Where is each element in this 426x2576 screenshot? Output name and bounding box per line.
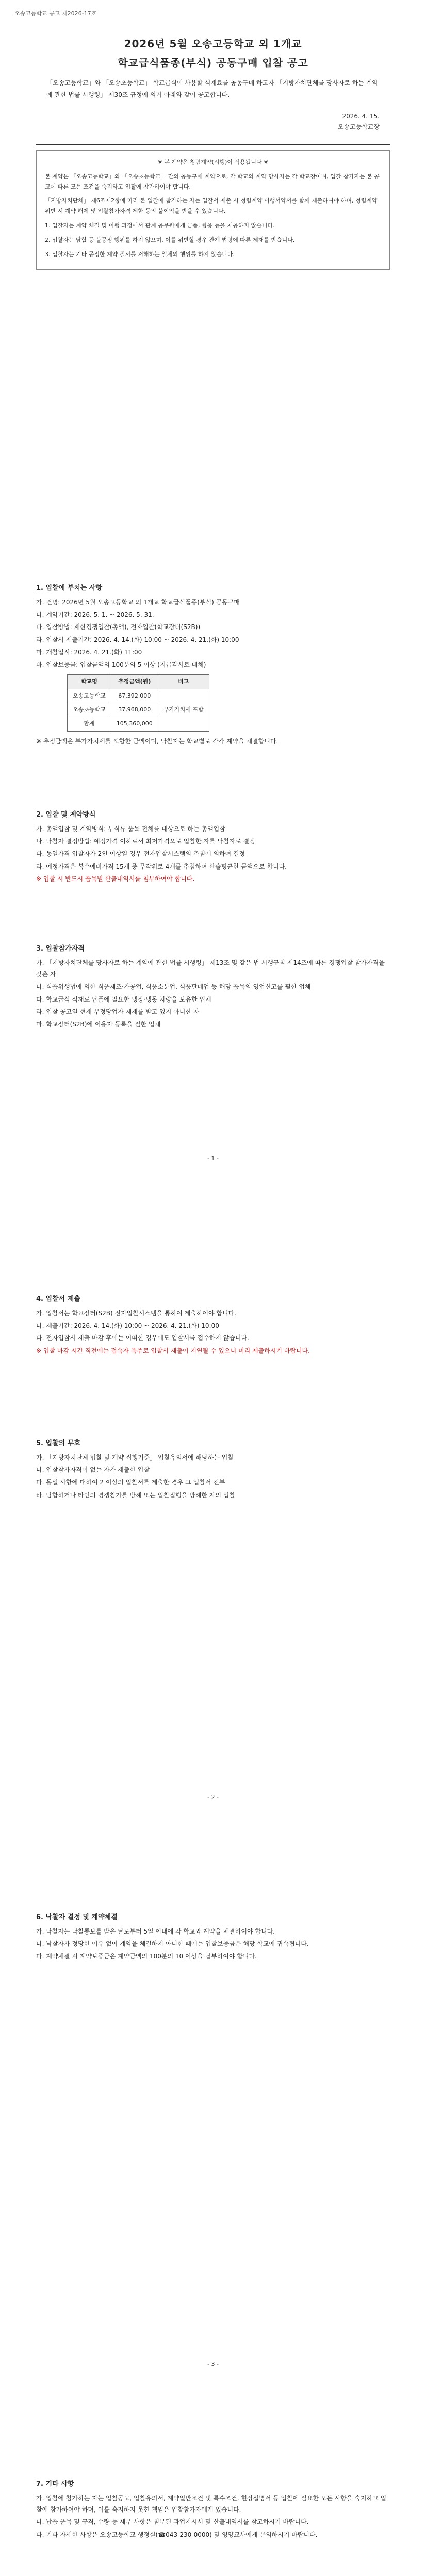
section-6-title: 6. 낙찰자 결정 및 계약체결 [36,1913,118,1921]
notice-number: 오송고등학교 공고 제2026-17호 [14,10,97,17]
section-7 [36,2473,390,2541]
table-cell: 67,392,000 [111,689,158,703]
section-3-item: 나. 식품위생법에 의한 식품제조·가공업, 식품소분업, 식품판매업 등 해당 품목의 영업신고를 필한 업체 [36,983,311,991]
section-2-item: 가. 총액입찰 및 계약방식: 부식류 품목 전체를 대상으로 하는 총액입찰 [36,825,225,833]
notice-date: 2026. 4. 15. [342,113,380,120]
table-header-cell: 추정금액(원) [111,675,158,689]
section-6-item: 다. 계약체결 시 계약보증금은 계약금액의 100분의 10 이상을 납부하여야 합니다. [36,1953,257,1960]
section-3-item: 라. 입찰 공고일 현재 부정당업자 제재를 받고 있지 아니한 자 [36,1008,200,1015]
section-2-item: 라. 예정가격은 복수예비가격 15개 중 무작위로 4개를 추첨하여 산술평균한 금액으로 합니다. [36,862,287,870]
info-box-note: ※ 본 계약은 청렴계약(시행)이 적용됩니다 ※ [157,159,269,165]
section-6-item: 가. 낙찰자는 낙찰통보를 받은 날로부터 5일 이내에 각 학교와 계약을 체결하여야 합니다. [36,1928,275,1936]
title-line-2: 학교급식품종(부식) 공동구매 입찰 공고 [118,57,308,69]
table-row [68,689,209,703]
section-1-item: 다. 입찰방법: 제한경쟁입찰(총액), 전자입찰(학교장터(S2B)) [36,623,201,631]
table-header-cell: 학교명 [68,675,111,689]
notice-org: 오송고등학교장 [337,123,380,131]
integrity-info-box [36,150,390,270]
section-4-title: 4. 입찰서 제출 [36,1295,80,1303]
info-box-p4: 2. 입찰자는 담합 등 불공정 행위를 하지 않으며, 이를 위반할 경우 관계 법령에 따른 제재를 받습니다. [45,236,295,243]
table-cell: 오송초등학교 [68,703,111,717]
intro-paragraph: 「오송고등학교」와 「오송초등학교」 학교급식에 사용할 식재료를 공동구매 하고자 「지방자치단체를 당사자로 하는 계약에 관한 법률 시행령」 제30조 규정에 의거 아래와 같이 공고합니다. [46,79,378,98]
section-2-item: 나. 낙찰자 결정방법: 예정가격 이하로서 최저가격으로 입찰한 자를 낙찰자로 결정 [36,838,255,845]
info-box-p2: 「지방자치단체」 제6조제2항에 따라 본 입찰에 참가하는 자는 입찰서 제출 시 청렴계약 이행서약서를 함께 제출하여야 하며, 청렴계약 위반 시 계약 해제 및 입찰참가자격 제한 등의 불이익을 받을 수 있습니다. [45,197,378,215]
section-7-item: 나. 납품 품목 및 규격, 수량 등 세부 사항은 첨부된 과업지시서 및 산출내역서를 참고하시기 바랍니다. [36,2518,309,2526]
section-3-item: 마. 학교장터(S2B)에 이용자 등록을 필한 업체 [36,1020,161,1028]
table-header-cell: 비고 [158,675,209,689]
section-7-title: 7. 기타 사항 [36,2480,74,2488]
section-7-item: 가. 입찰에 참가하는 자는 입찰공고, 입찰유의서, 계약일반조건 및 특수조건, 현장설명서 등 입찰에 필요한 모든 사항을 숙지하고 입찰에 참가하여야 하며, 이를 숙지하지 못한 책임은 입찰참가자에게 있습니다. [36,2495,387,2514]
section-1-item: 나. 계약기간: 2026. 5. 1. ~ 2026. 5. 31. [36,611,154,619]
title-block [0,36,426,71]
info-box-p1: 본 계약은 「오송고등학교」와 「오송초등학교」 간의 공동구매 계약으로, 각 학교의 계약 당사자는 각 학교장이며, 입찰 참가자는 본 공고에 따른 모든 조건을 숙지하고 입찰에 참가하여야 합니다. [45,173,380,190]
section-5-item: 가. 「지방자치단체 입찰 및 계약 집행기준」 입찰유의서에 해당하는 입찰 [36,1454,234,1462]
section-5-item: 다. 동일 사항에 대하여 2 이상의 입찰서를 제출한 경우 그 입찰서 전부 [36,1479,225,1486]
divider [36,144,390,145]
section-5-title: 5. 입찰의 무효 [36,1439,80,1447]
info-box-p3: 1. 입찰자는 계약 체결 및 이행 과정에서 관계 공무원에게 금품, 향응 등을 제공하지 않습니다. [45,222,275,229]
estimate-table [67,674,209,731]
section-5 [36,1432,390,1502]
title-line-1: 2026년 5월 오송고등학교 외 1개교 [124,38,302,50]
page-number: - 1 - [207,1155,219,1162]
table-cell: 105,360,000 [111,717,158,731]
section-4-item: 나. 제출기간: 2026. 4. 14.(화) 10:00 ~ 2026. 4. 21.(화) 10:00 [36,1322,219,1330]
table-cell: 부가가치세 포함 [158,689,209,731]
section-3 [36,938,390,1031]
section-6-item: 나. 낙찰자가 정당한 이유 없이 계약을 체결하지 아니한 때에는 입찰보증금은 해당 학교에 귀속됩니다. [36,1940,309,1948]
section-1 [36,577,390,748]
section-1-title: 1. 입찰에 부치는 사항 [36,584,103,592]
section-1-item: 마. 개찰일시: 2026. 4. 21.(화) 11:00 [36,648,142,656]
page-number: - 2 - [207,1794,219,1801]
section-1-note: ※ 추정금액은 부가가치세를 포함한 금액이며, 낙찰자는 학교별로 각각 계약을 체결합니다. [36,737,278,745]
table-cell: 합계 [68,717,111,731]
section-3-title: 3. 입찰참가자격 [36,945,85,953]
section-1-item: 라. 입찰서 제출기간: 2026. 4. 14.(화) 10:00 ~ 2026. 4. 21.(화) 10:00 [36,636,239,643]
section-4 [36,1288,390,1358]
section-4-item: 다. 전자입찰서 제출 마감 후에는 어떠한 경우에도 입찰서를 접수하지 않습니다. [36,1334,249,1342]
section-6 [36,1906,390,1963]
section-4-item: 가. 입찰서는 학교장터(S2B) 전자입찰시스템을 통하여 제출하여야 합니다. [36,1310,236,1317]
table-cell: 오송고등학교 [68,689,111,703]
table-header-row [68,675,209,689]
section-2-item: 다. 동일가격 입찰자가 2인 이상일 경우 전자입찰시스템의 추첨에 의하여 결정 [36,850,245,858]
section-3-item: 가. 「지방자치단체를 당사자로 하는 계약에 관한 법률 시행령」 제13조 및 같은 법 시행규칙 제14조에 따른 경쟁입찰 참가자격을 갖춘 자 [36,959,385,978]
section-1-item: 바. 입찰보증금: 입찰금액의 100분의 5 이상 (지급각서로 대체) [36,660,206,668]
section-5-item: 라. 담합하거나 타인의 경쟁참가를 방해 또는 입찰집행을 방해한 자의 입찰 [36,1491,235,1499]
section-5-item: 나. 입찰참가자격이 없는 자가 제출한 입찰 [36,1466,150,1474]
section-2-warning: ※ 입찰 시 반드시 품목별 산출내역서를 첨부하여야 합니다. [36,875,195,883]
page-number: - 3 - [207,2361,219,2367]
section-3-item: 다. 학교급식 식재료 납품에 필요한 냉장·냉동 차량을 보유한 업체 [36,995,211,1003]
info-box-p5: 3. 입찰자는 기타 공정한 계약 질서를 저해하는 일체의 행위를 하지 않습니다. [45,250,235,258]
section-2 [36,804,390,886]
section-1-item: 가. 건명: 2026년 5월 오송고등학교 외 1개교 학교급식품종(부식) 공동구매 [36,599,240,606]
section-7-item: 다. 기타 자세한 사항은 오송고등학교 행정실(☎043-230-0000) 및 영양교사에게 문의하시기 바랍니다. [36,2531,318,2538]
section-2-title: 2. 입찰 및 계약방식 [36,811,96,819]
section-4-warning: ※ 입찰 마감 시간 직전에는 접속자 폭주로 입찰서 제출이 지연될 수 있으니 미리 제출하시기 바랍니다. [36,1347,310,1354]
notice-date-org [338,111,380,132]
table-cell: 37,968,000 [111,703,158,717]
